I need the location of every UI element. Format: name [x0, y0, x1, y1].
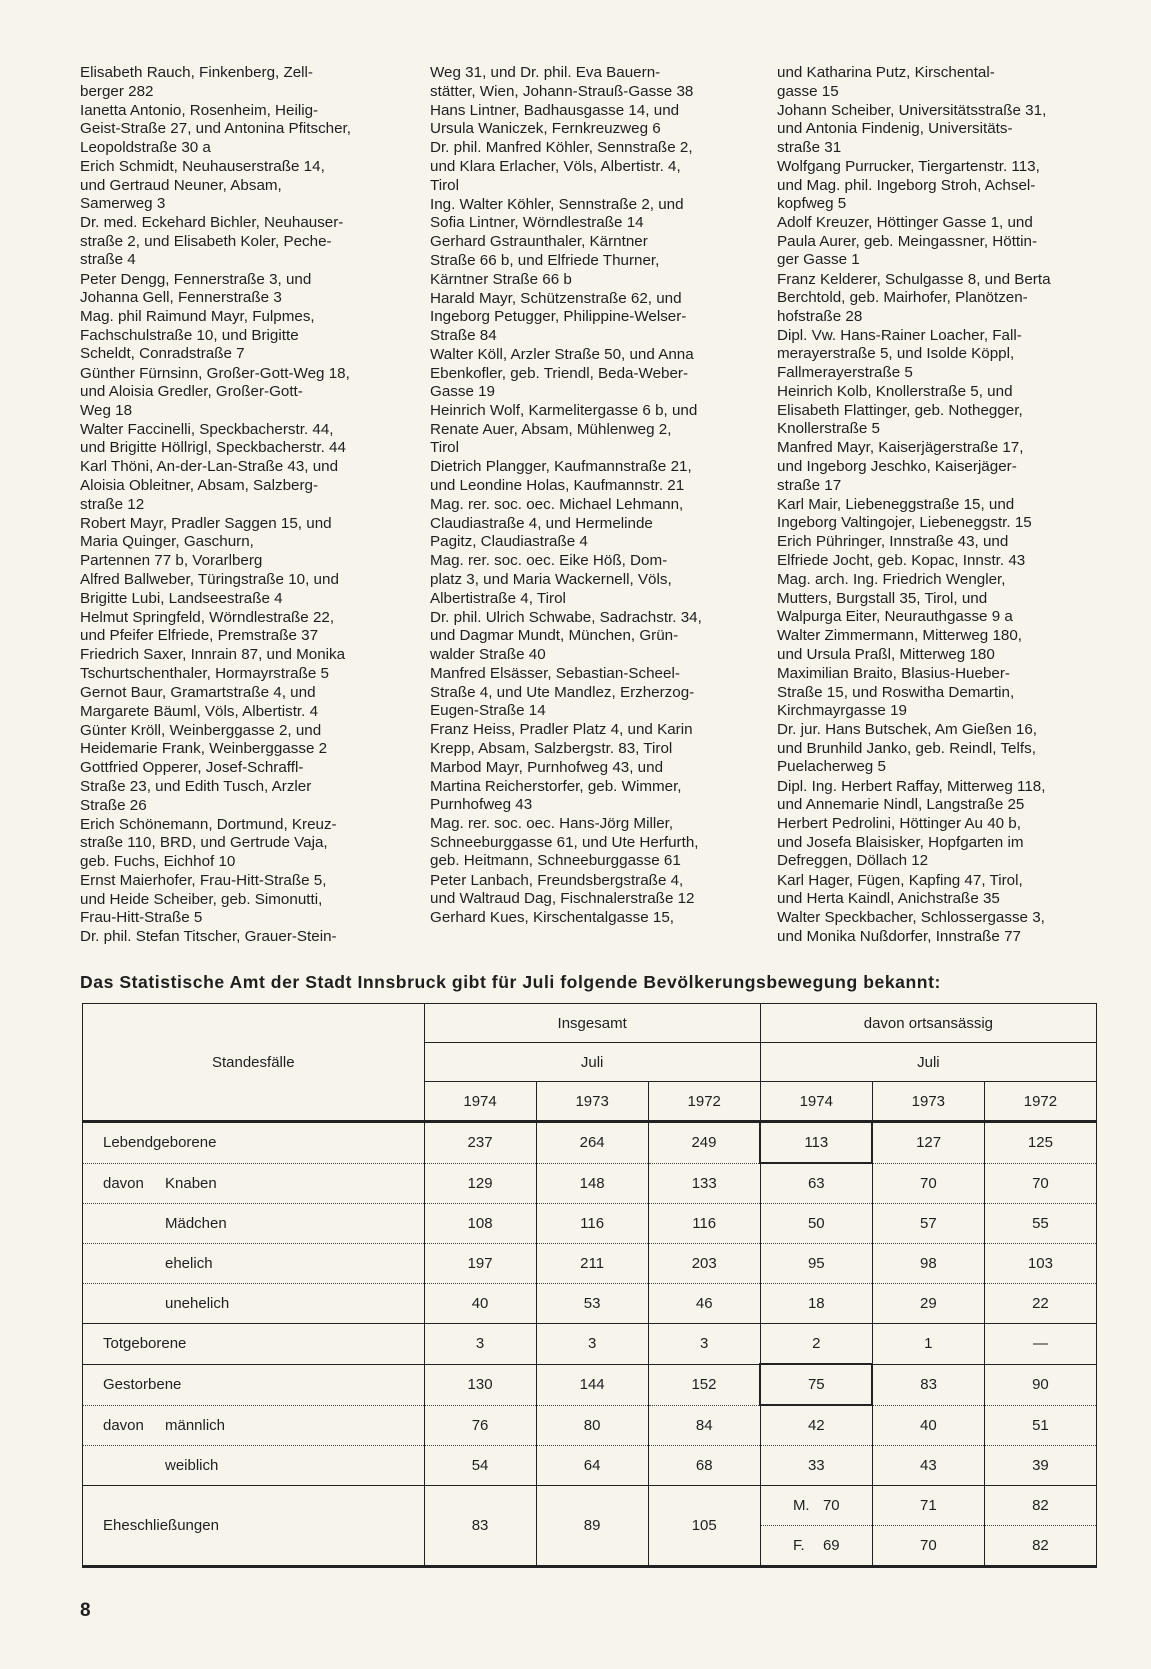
marriage-entry: Dr. phil. Ulrich Schwabe, Sadrachstr. 34, und Dagmar Mundt, München, Grün- walder Straße 40 — [430, 608, 702, 663]
marriage-list-column-3 — [777, 64, 1097, 947]
value-cell: 148 — [536, 1163, 648, 1204]
value-cell: 3 — [424, 1324, 536, 1365]
table-row — [83, 1324, 1097, 1365]
value-cell: 70 — [984, 1163, 1096, 1204]
value-cell-female: F. 69 — [760, 1526, 872, 1567]
value-cell: 68 — [648, 1446, 760, 1486]
value-cell-female: 82 — [984, 1526, 1096, 1567]
value-cell-male: 71 — [872, 1486, 984, 1526]
value-cell: 84 — [648, 1405, 760, 1446]
value-cell: 98 — [872, 1244, 984, 1284]
row-label: unehelich — [83, 1284, 425, 1324]
table-row — [83, 1122, 1097, 1164]
marriage-entry: Mag. rer. soc. oec. Michael Lehmann, Claudiastraße 4, und Hermelinde Pagitz, Claudiastraße 4 — [430, 496, 684, 551]
marriage-entry: Mag. rer. soc. oec. Hans-Jörg Miller, Schneeburggasse 61, und Ute Herfurth, geb. Heitmann, Schneeburggasse 61 — [430, 815, 699, 870]
marriage-entry: Johann Scheiber, Universitätsstraße 31, und Antonia Findenig, Universitäts- straße 31 — [777, 101, 1047, 156]
value-cell: 42 — [760, 1405, 872, 1446]
value-cell: 75 — [760, 1364, 872, 1405]
row-label: davon männlich — [83, 1405, 425, 1446]
header-year: 1974 — [760, 1082, 872, 1122]
male-prefix: M. — [792, 1497, 810, 1514]
marriage-entry: Walter Speckbacher, Schlossergasse 3, und Monika Nußdorfer, Innstraße 77 — [777, 909, 1045, 945]
value-cell: 70 — [872, 1163, 984, 1204]
marriage-entry: Dr. phil. Stefan Titscher, Grauer-Stein- — [80, 928, 337, 946]
value-cell: 237 — [424, 1122, 536, 1164]
marriage-entry: Weg 31, und Dr. phil. Eva Bauern- stätter, Wien, Johann-Strauß-Gasse 38 — [430, 64, 694, 100]
value-cell: 63 — [760, 1163, 872, 1204]
davon-label: davon — [103, 1174, 144, 1192]
header-year: 1973 — [872, 1082, 984, 1122]
row-label: Gestorbene — [83, 1364, 425, 1405]
header-standesfaelle: Standesfälle — [83, 1004, 425, 1122]
value-cell: 57 — [872, 1204, 984, 1244]
value-cell: 103 — [984, 1244, 1096, 1284]
header-year: 1972 — [648, 1082, 760, 1122]
value-cell: 116 — [648, 1204, 760, 1244]
marriage-entry: Marbod Mayr, Purnhofweg 43, und Martina Reicherstorfer, geb. Wimmer, Purnhofweg 43 — [430, 758, 682, 814]
value-cell: 33 — [760, 1446, 872, 1486]
value-cell: 39 — [984, 1446, 1096, 1486]
header-month-total: Juli — [424, 1043, 760, 1082]
value-cell: 83 — [872, 1364, 984, 1405]
value-cell: 43 — [872, 1446, 984, 1486]
marriage-entry: Gottfried Opperer, Josef-Schraffl- Straße 23, und Edith Tusch, Arzler Straße 26 — [80, 759, 312, 814]
marriage-entry: Walter Zimmermann, Mitterweg 180, und Ursula Praßl, Mitterweg 180 — [777, 627, 1023, 663]
value-cell: 264 — [536, 1122, 648, 1164]
value-cell: 90 — [984, 1364, 1096, 1405]
value-cell: 249 — [648, 1122, 760, 1164]
table-row — [83, 1163, 1097, 1204]
row-label: Totgeborene — [83, 1324, 425, 1365]
marriage-entry: Dr. phil. Manfred Köhler, Sennstraße 2, und Klara Erlacher, Völs, Albertistr. 4, Tirol — [430, 139, 693, 194]
marriage-entry: Mag. phil Raimund Mayr, Fulpmes, Fachschulstraße 10, und Brigitte Scheldt, Conradstraße 7 — [80, 308, 315, 363]
marriage-entry: Günther Fürnsinn, Großer-Gott-Weg 18, und Aloisia Gredler, Großer-Gott- Weg 18 — [80, 364, 350, 419]
table-row — [83, 1446, 1097, 1486]
value-cell: 152 — [648, 1364, 760, 1405]
value-cell: 76 — [424, 1405, 536, 1446]
value-cell: 105 — [648, 1486, 760, 1567]
value-cell: 40 — [424, 1284, 536, 1324]
value-cell: 83 — [424, 1486, 536, 1567]
marriage-list-column-2 — [430, 64, 750, 928]
marriage-entry: und Katharina Putz, Kirschental- gasse 15 — [777, 64, 995, 100]
header-year: 1974 — [424, 1082, 536, 1122]
value-cell: 51 — [984, 1405, 1096, 1446]
marriage-entry: Adolf Kreuzer, Höttinger Gasse 1, und Paula Aurer, geb. Meingassner, Höttin- ger Gasse 1 — [777, 214, 1038, 269]
value-cell: 40 — [872, 1405, 984, 1446]
marriage-entry: Karl Thöni, An-der-Lan-Straße 43, und Aloisia Obleitner, Absam, Salzberg- straße 12 — [80, 458, 339, 513]
value-cell: 211 — [536, 1244, 648, 1284]
marriage-entry: Erich Schmidt, Neuhauserstraße 14, und Gertraud Neuner, Absam, Samerweg 3 — [80, 157, 325, 213]
value-cell: 80 — [536, 1405, 648, 1446]
header-ortsansaessig: davon ortsansässig — [760, 1004, 1096, 1043]
table-row — [83, 1204, 1097, 1244]
value-cell: 108 — [424, 1204, 536, 1244]
value-cell: 129 — [424, 1163, 536, 1204]
value-cell-female: 70 — [872, 1526, 984, 1567]
value-cell: 55 — [984, 1204, 1096, 1244]
table-row — [83, 1405, 1097, 1446]
value-cell: 203 — [648, 1244, 760, 1284]
table-row — [83, 1364, 1097, 1405]
marriage-entry: Harald Mayr, Schützenstraße 62, und Ingeborg Petugger, Philippine-Welser- Straße 84 — [430, 289, 687, 344]
marriage-entry: Karl Mair, Liebeneggstraße 15, und Ingeborg Valtingojer, Liebeneggstr. 15 — [777, 495, 1032, 532]
table-row — [83, 1486, 1097, 1526]
marriage-entry: Dipl. Ing. Herbert Raffay, Mitterweg 118, und Annemarie Nindl, Langstraße 25 — [777, 777, 1046, 814]
statistics-headline: Das Statistische Amt der Stadt Innsbruck gibt für Juli folgende Bevölkerungsbewegung bekannt: — [80, 972, 941, 992]
marriage-entry: Dipl. Vw. Hans-Rainer Loacher, Fall- merayerstraße 5, und Isolde Köppl, Fallmerayerstraße 5 — [777, 326, 1022, 381]
value-cell: 125 — [984, 1122, 1096, 1164]
marriage-entry: Karl Hager, Fügen, Kapfing 47, Tirol, und Herta Kaindl, Anichstraße 35 — [777, 871, 1023, 908]
marriage-list-column-1 — [80, 64, 400, 947]
marriage-entry: Manfred Mayr, Kaiserjägerstraße 17, und Ingeborg Jeschko, Kaiserjäger- straße 17 — [777, 439, 1024, 494]
marriage-entry: Ing. Walter Köhler, Sennstraße 2, und Sofia Lintner, Wörndlestraße 14 — [430, 195, 684, 232]
value-cell: 53 — [536, 1284, 648, 1324]
row-label: Eheschließungen — [83, 1486, 425, 1567]
marriage-entry: Peter Dengg, Fennerstraße 3, und Johanna Gell, Fennerstraße 3 — [80, 270, 312, 307]
marriage-entry: Robert Mayr, Pradler Saggen 15, und Maria Quinger, Gaschurn, Partennen 77 b, Vorarlberg — [80, 514, 332, 569]
value-cell: 113 — [760, 1122, 872, 1164]
marriage-entry: Manfred Elsässer, Sebastian-Scheel- Straße 4, und Ute Mandlez, Erzherzog- Eugen-Straße 14 — [430, 665, 695, 720]
value-cell: 116 — [536, 1204, 648, 1244]
table-row — [83, 1244, 1097, 1284]
marriage-entry: Gernot Baur, Gramartstraße 4, und Margarete Bäuml, Völs, Albertistr. 4 — [80, 684, 319, 720]
row-label: Mädchen — [83, 1204, 425, 1244]
value-cell: 197 — [424, 1244, 536, 1284]
value-cell: 89 — [536, 1486, 648, 1567]
value-cell: 18 — [760, 1284, 872, 1324]
marriage-entry: Friedrich Saxer, Innrain 87, und Monika Tschurtschenthaler, Hormayrstraße 5 — [80, 646, 346, 682]
value-cell: 54 — [424, 1446, 536, 1486]
marriage-entry: Maximilian Braito, Blasius-Hueber- Straße 15, und Roswitha Demartin, Kirchmayrgasse 19 — [777, 665, 1015, 720]
value-cell: 46 — [648, 1284, 760, 1324]
value-cell: 95 — [760, 1244, 872, 1284]
value-cell: 127 — [872, 1122, 984, 1164]
marriage-entry: Helmut Springfeld, Wörndlestraße 22, und Pfeifer Elfriede, Premstraße 37 — [80, 608, 335, 645]
marriage-entry: Ernst Maierhofer, Frau-Hitt-Straße 5, und Heide Scheiber, geb. Simonutti, Frau-Hitt-Straße 5 — [80, 872, 327, 927]
value-cell: 130 — [424, 1364, 536, 1405]
marriage-entry: Mag. arch. Ing. Friedrich Wengler, Mutters, Burgstall 35, Tirol, und Walpurga Eiter, Neurauthgasse 9 a — [777, 571, 1013, 626]
davon-label: davon — [103, 1416, 144, 1434]
row-label: weiblich — [83, 1446, 425, 1486]
value-cell-male: M. 70 — [760, 1486, 872, 1526]
marriage-entry: Wolfgang Purrucker, Tiergartenstr. 113, und Mag. phil. Ingeborg Stroh, Achsel- kopfweg 5 — [777, 157, 1040, 213]
value-cell: 50 — [760, 1204, 872, 1244]
value-cell: 64 — [536, 1446, 648, 1486]
row-label: davon Knaben — [83, 1163, 425, 1204]
marriage-entry: Mag. rer. soc. oec. Eike Höß, Dom- platz 3, und Maria Wackernell, Völs, Albertistraße 4, Tirol — [430, 552, 672, 607]
header-month-local: Juli — [760, 1043, 1096, 1082]
value-cell: 3 — [536, 1324, 648, 1365]
marriage-entry: Hans Lintner, Badhausgasse 14, und Ursula Waniczek, Fernkreuzweg 6 — [430, 101, 680, 138]
population-movement-table — [82, 1003, 1097, 1568]
marriage-entry: Peter Lanbach, Freundsbergstraße 4, und Waltraud Dag, Fischnalerstraße 12 — [430, 871, 695, 908]
marriage-entry: Ianetta Antonio, Rosenheim, Heilig- Geist-Straße 27, und Antonina Pfitscher, Leopoldstraße 30 a — [80, 101, 351, 156]
marriage-entry: Dr. med. Eckehard Bichler, Neuhauser- straße 2, und Elisabeth Koler, Peche- straße 4 — [80, 214, 344, 269]
row-label: ehelich — [83, 1244, 425, 1284]
value-cell: 22 — [984, 1284, 1096, 1324]
marriage-entry: Franz Kelderer, Schulgasse 8, und Berta Berchtold, geb. Mairhofer, Planötzen- hofstraße 28 — [777, 270, 1051, 325]
page-number: 8 — [80, 1600, 91, 1621]
value-cell: — — [984, 1324, 1096, 1365]
row-label: Lebendgeborene — [83, 1122, 425, 1164]
marriage-entry: Alfred Ballweber, Türingstraße 10, und Brigitte Lubi, Landseestraße 4 — [80, 571, 339, 607]
marriage-entry: Dietrich Plangger, Kaufmannstraße 21, und Leondine Holas, Kaufmannstr. 21 — [430, 458, 692, 495]
marriage-entry: Franz Heiss, Pradler Platz 4, und Karin Krepp, Absam, Salzbergstr. 83, Tirol — [430, 721, 693, 757]
marriage-entry: Erich Pühringer, Innstraße 43, und Elfriede Jocht, geb. Kopac, Innstr. 43 — [777, 533, 1026, 569]
value-cell: 3 — [648, 1324, 760, 1365]
marriage-entry: Dr. jur. Hans Butschek, Am Gießen 16, und Brunhild Janko, geb. Reindl, Telfs, Puelacherweg 5 — [777, 721, 1037, 776]
marriage-entry: Elisabeth Rauch, Finkenberg, Zell- berger 282 — [80, 64, 313, 100]
value-cell: 144 — [536, 1364, 648, 1405]
marriage-entry: Herbert Pedrolini, Höttinger Au 40 b, und Josefa Blaisisker, Hopfgarten im Defreggen, Döllach 12 — [777, 815, 1024, 870]
header-year: 1973 — [536, 1082, 648, 1122]
marriage-entry: Gerhard Gstraunthaler, Kärntner Straße 66 b, und Elfriede Thurner, Kärntner Straße 66 b — [430, 233, 660, 288]
marriage-entry: Erich Schönemann, Dortmund, Kreuz- straße 110, BRD, und Gertrude Vaja, geb. Fuchs, Eichhof 10 — [80, 815, 337, 870]
value-cell: 133 — [648, 1163, 760, 1204]
value-cell: 2 — [760, 1324, 872, 1365]
marriage-entry: Heinrich Kolb, Knollerstraße 5, und Elisabeth Flattinger, geb. Nothegger, Knollerstraße 5 — [777, 383, 1023, 438]
value-cell-male: 82 — [984, 1486, 1096, 1526]
value-cell: 1 — [872, 1324, 984, 1365]
table-row — [83, 1284, 1097, 1324]
female-prefix: F. — [792, 1537, 805, 1554]
marriage-entry: Walter Faccinelli, Speckbacherstr. 44, und Brigitte Höllrigl, Speckbacherstr. 44 — [80, 420, 346, 457]
value-cell: 29 — [872, 1284, 984, 1324]
header-year: 1972 — [984, 1082, 1096, 1122]
marriage-entry: Heinrich Wolf, Karmelitergasse 6 b, und Renate Auer, Absam, Mühlenweg 2, Tirol — [430, 402, 698, 457]
header-insgesamt: Insgesamt — [424, 1004, 760, 1043]
marriage-entry: Walter Köll, Arzler Straße 50, und Anna Ebenkofler, geb. Triendl, Beda-Weber- Gasse 19 — [430, 345, 694, 401]
marriage-entry: Günter Kröll, Weinberggasse 2, und Heidemarie Frank, Weinberggasse 2 — [80, 721, 328, 758]
marriage-entry: Gerhard Kues, Kirschentalgasse 15, — [430, 909, 674, 927]
